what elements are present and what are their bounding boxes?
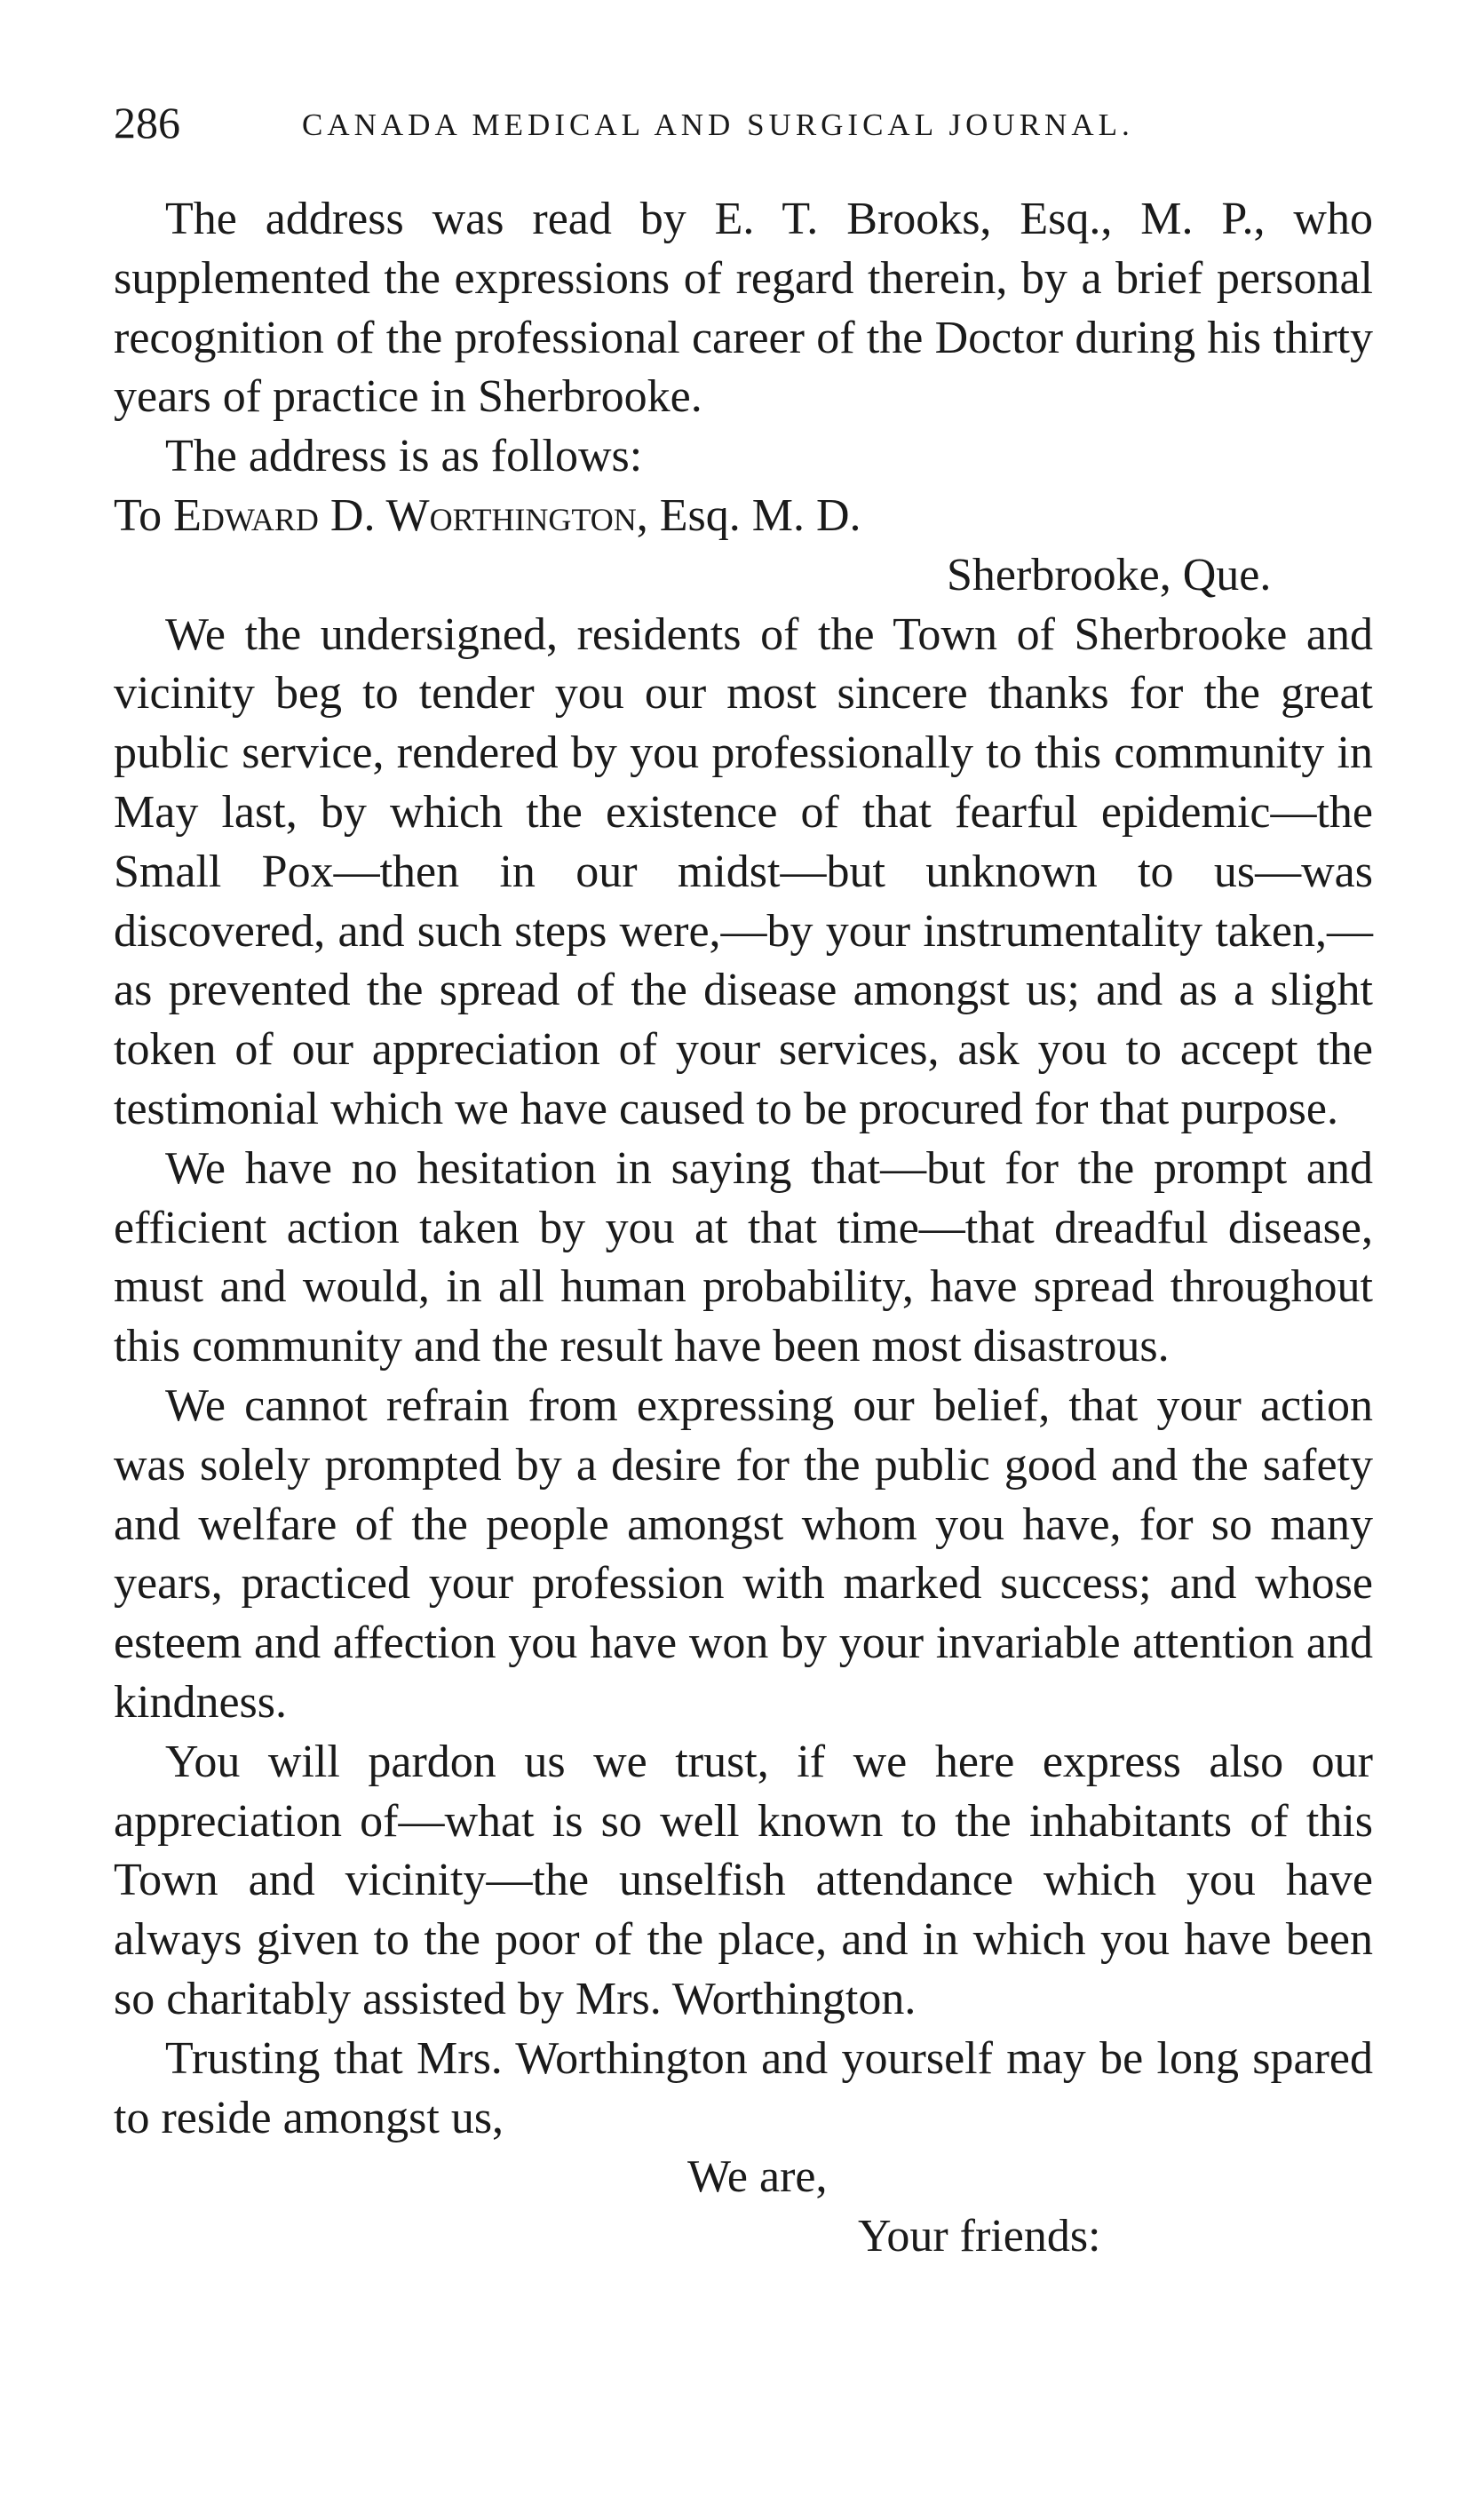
running-head <box>114 96 1393 149</box>
closing-line-1: We are, <box>687 2151 828 2203</box>
location-line: Sherbrooke, Que. <box>947 549 1272 600</box>
closing-line-2: Your friends: <box>858 2211 1101 2262</box>
address-paragraph-2: We have no hesitation in saying that—but for the prompt and efficient action taken by you at that time—that dreadful disease, must and would, in all human probability, have spread throughout this community and the result have been most disastrous. <box>114 1142 1373 1372</box>
address-paragraph-1: We the undersigned, residents of the Town of Sherbrooke and vicinity beg to tender you our most sincere thanks for the great public service, rendered by you professionally to this community in May last, by which the existence of that fearful epidemic—the Small Pox—then in our midst—but unknown to us—was discovered, and such steps were,—by your instrumentality taken,—as prevented the spread of the disease amongst us; and as a slight token of our appreciation of your services, ask you to accept the testimonial which we have caused to be procured for that purpose. <box>114 608 1373 1134</box>
article-body <box>114 190 1373 2267</box>
address-intro-line: The address is as follows: <box>165 431 643 482</box>
address-paragraph-4: You will pardon us we trust, if we here express also our appreciation of—what is so well known to the inhabitants of this Town and vicinity—the unselfish attendance which you have always given to the poor of the place, and in which you have been so charitably assisted by Mrs. Worthington. <box>114 1736 1373 2024</box>
journal-title: CANADA MEDICAL AND SURGICAL JOURNAL. <box>302 107 1134 142</box>
page-number: 286 <box>114 98 180 147</box>
address-paragraph-3: We cannot refrain from expressing our belief, that your action was solely prompted by a desire for the public good and the safety and welfare of the people amongst whom you have, for so many years, practiced your profession with marked success; and whose esteem and affection you have won by your invariable attention and kindness. <box>114 1379 1373 1728</box>
address-paragraph-5: Trusting that Mrs. Worthington and yourself may be long spared to reside amongst us, <box>114 2032 1373 2143</box>
salutation-name: Edward D. Worthington, <box>173 489 648 541</box>
salutation-prefix: To <box>114 489 163 541</box>
salutation-suffix: Esq. M. D. <box>659 489 861 541</box>
intro-paragraph: The address was read by E. T. Brooks, Esq., M. P., who supplemented the expressions of regard therein, by a brief personal recognition of the professional career of the Doctor during his thirty years of practice in Sherbrooke. <box>114 194 1373 423</box>
salutation-line <box>114 487 1373 546</box>
